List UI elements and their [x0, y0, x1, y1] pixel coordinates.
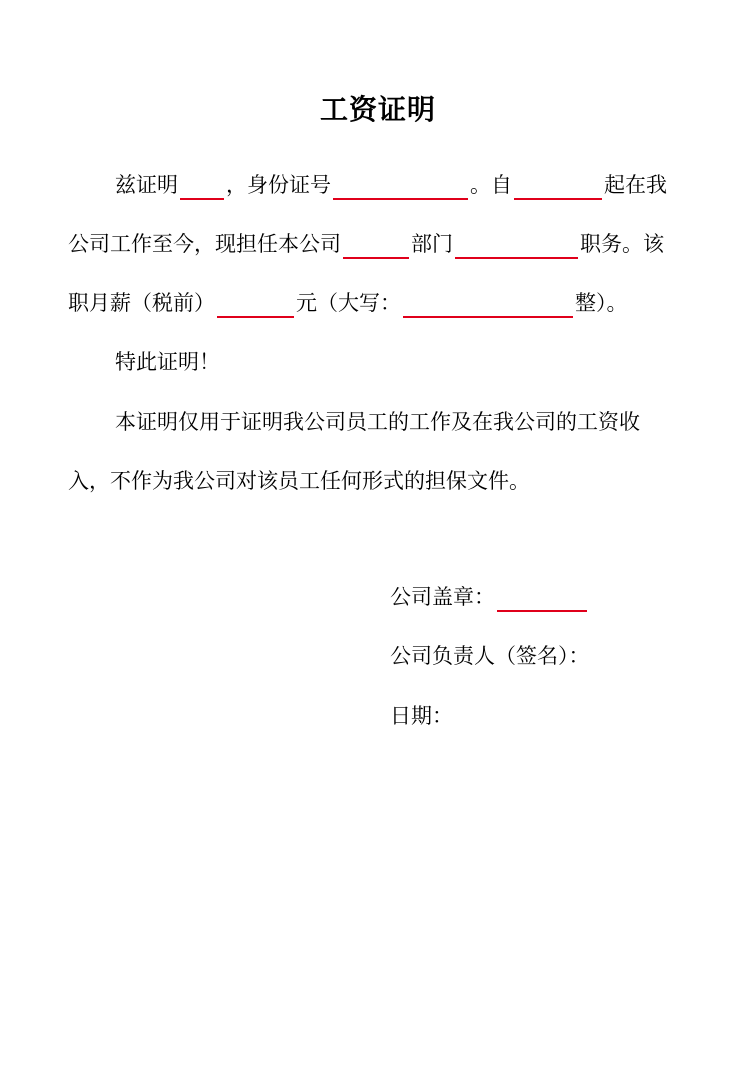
seal-line: [390, 582, 589, 612]
para1-line3: [68, 288, 628, 318]
head-signature-line: 公司负责人（签名）：: [390, 644, 590, 668]
salary-amount-blank[interactable]: [217, 292, 294, 318]
start-date-blank[interactable]: [514, 174, 602, 200]
department-blank[interactable]: [343, 233, 409, 259]
date-line: 日期：: [390, 704, 453, 728]
para2-line: 特此证明！: [115, 350, 220, 374]
text-from: 。自: [470, 173, 512, 197]
para3-line2: 入，不作为我公司对该员工任何形式的担保文件。: [68, 469, 530, 493]
seal-blank[interactable]: [497, 586, 587, 612]
text-position: 职务。该: [580, 232, 664, 256]
text-since-at: 起在我: [604, 173, 667, 197]
para3-line1: 本证明仅用于证明我公司员工的工作及在我公司的工资收: [115, 410, 640, 434]
text-department: 部门: [411, 232, 453, 256]
salary-capital-blank[interactable]: [403, 292, 573, 318]
para1-line1: [115, 170, 667, 200]
position-blank[interactable]: [455, 233, 578, 259]
text-yuan-capital: 元（大写：: [296, 291, 401, 315]
text-whole: 整）。: [575, 291, 628, 315]
seal-label: 公司盖章：: [390, 585, 495, 609]
name-blank[interactable]: [180, 174, 224, 200]
text-certify: 兹证明: [115, 173, 178, 197]
text-work-until-now: 公司工作至今，现担任本公司: [68, 232, 341, 256]
para1-line2: [68, 229, 664, 259]
document-title: 工资证明: [319, 93, 436, 126]
text-monthly-salary: 职月薪（税前）: [68, 291, 215, 315]
id-number-blank[interactable]: [333, 174, 468, 200]
text-id-number-label: ，身份证号: [226, 173, 331, 197]
